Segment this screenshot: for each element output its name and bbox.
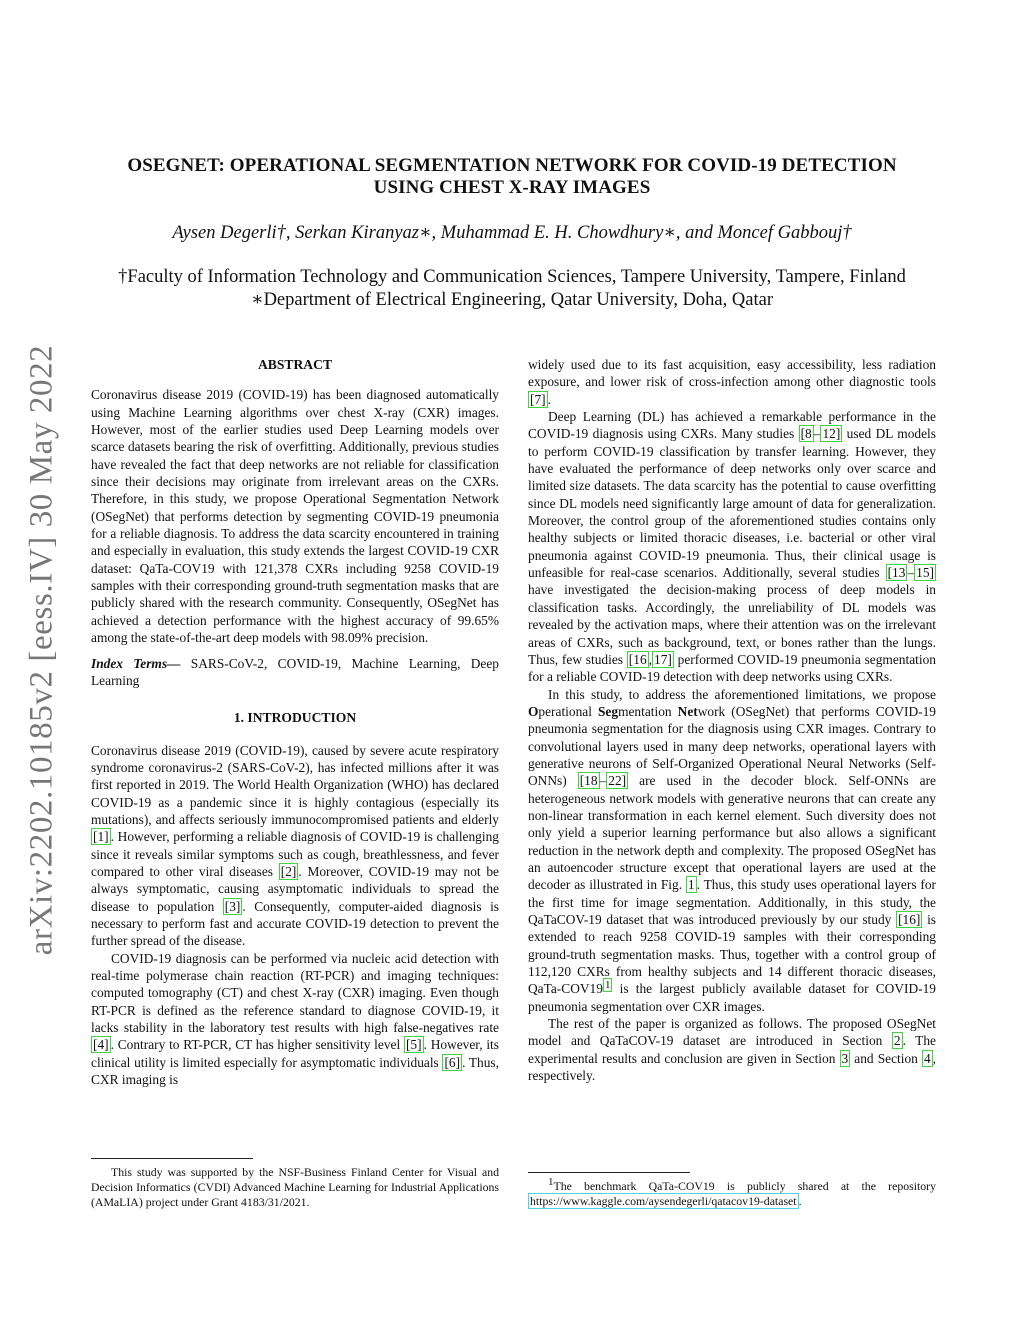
citation-link[interactable]: 12] [822,426,841,442]
dataset-url-link[interactable]: https://www.kaggle.com/aysendegerli/qatacov19-dataset [530,1194,797,1208]
footnote-divider [91,1158,253,1159]
intro-paragraph-6: The rest of the paper is organized as follows. The proposed OSegNet model and QaTaCOV-19 dataset are introduced in Section 2 . The experimental results and conclusion are given in Section 3 and Section 4 , respectively. [528,1016,936,1084]
dataset-footnote [528,1172,936,1209]
citation-link[interactable]: [5] [405,1037,422,1053]
citation-link[interactable]: [7] [530,391,546,407]
citation-link[interactable]: [6] [444,1054,461,1070]
title-line-1: OSEGNET: OPERATIONAL SEGMENTATION NETWORK FOR COVID-19 DETECTION [127,155,897,176]
citation-link[interactable]: [18 [579,773,598,789]
abstract-heading: ABSTRACT [257,357,333,372]
intro-paragraph-3: widely used due to its fast acquisition, easy accessibility, less radiation exposure, and lower risk of cross-infection among other diagnostic tools [7] . [528,357,936,407]
index-terms-list: SARS-CoV-2, COVID-19, Machine Learning, Deep Learning [91,655,499,688]
intro-paragraph-4: Deep Learning (DL) has achieved a remarkable performance in the COVID-19 diagnosis using CXRs. Many studies [8 – 12] used DL models to perform COVID-19 classification by transfer learning. However, they have evaluated the performance of deep networks only over scarce and limited size datasets. The data scarcity has the potential to cause overfitting since DL models need significantly large amount of data for generalization. Moreover, the control group of the aforementioned studies contains only healthy subjects or limited thoracic diseases, i.e. bacterial or other viral pneumonia against COVID-19 pneumonia. Thus, their clinical usage is unfeasible for real-case scenarios. Additionally, several studies [13 – 15] have investigated the decision-making process of deep models in classification tasks. Accordingly, the unreliability of DL models was revealed by the activation maps, where their attention was on the irrelevant areas of CXRs, such as background, text, or bones rather than the lungs. Thus, few studies [16 , 17] performed COVID-19 pneumonia segmentation for a reliable COVID-19 detection with deep networks using CXRs. [528,409,936,685]
citation-link[interactable]: [2] [280,863,297,879]
citation-link[interactable]: 22] [608,773,627,789]
section-link[interactable]: 4 [923,1050,931,1066]
citation-link[interactable]: [16 [628,651,647,667]
citation-link[interactable]: [1] [93,829,109,845]
intro-paragraph-1: Coronavirus disease 2019 (COVID-19), caused by severe acute respiratory syndrome coronavirus-2 (SARS-CoV-2), has infected millions after it was first reported in 2019. The World Health Organization (WHO) has declared COVID-19 as a pandemic since it is highly contagious (especially its mutations), and affects seriously immunocompromised patients and elderly [1] . However, performing a reliable diagnosis of COVID-19 is challenging since it reveals similar symptoms such as cough, breathlessness, and fever compared to other viral diseases [2] . Moreover, COVID-19 may not be always symptomatic, causing asymptomatic individuals to spread the disease to population [3] . Consequently, computer-aided diagnosis is necessary to perform fast and accurate COVID-19 detection to prevent the further spread of the disease. [91,742,499,949]
citation-link[interactable]: 15] [916,565,934,581]
funding-footnote-text: This study was supported by the NSF-Business Finland Center for Visual and Decision Informatics (CVDI) Advanced Machine Learning for Industrial Applications (AMaLIA) project under Grant 4183/31/2021. [91,1165,499,1209]
introduction-heading: 1. INTRODUCTION [233,710,357,726]
citation-link[interactable]: 17] [654,651,672,667]
intro-paragraph-2: COVID-19 diagnosis can be performed via nucleic acid detection with real-time polymerase chain reaction (RT-PCR) and imaging techniques: computed tomography (CT) and chest X-ray (CXR) imaging. Even though RT-PCR is defined as the reference standard to diagnose COVID-19, it lacks stability in the laboratory test results with high false-negatives rate [4] . Contrary to RT-PCR, CT has higher sensitivity level [5] . However, its clinical utility is limited especially for asymptomatic individuals [6] . Thus, CXR imaging is [91,950,499,1088]
footnote-link[interactable]: 1 [604,978,611,991]
affiliations [60,266,964,312]
right-column [528,356,936,1084]
citation-link[interactable]: [13 [887,565,906,581]
figure-link[interactable]: 1 [687,877,695,893]
dataset-footnote-text: $^1$The benchmark QaTa-COV19 is publicly shared at the repository https://www.kaggle.com/aysendegerli/qatacov19-dataset . [530,1176,936,1208]
paper-title [90,155,934,199]
citation-link[interactable]: [3] [224,898,241,914]
footnote-mark: 1 [548,1176,554,1189]
intro-paragraph-5: In this study, to address the aforementioned limitations, we propose Operational Segmentation Network (OSegNet) that performs COVID-19 pneumonia segmentation for the diagnosis using CXR images. Contrary to convolutional layers used in many deep networks, operational layers with generative neurons of Self-Organized Operational Neural Networks (Self-ONNs) [18 – 22] are used in the decoder block. Self-ONNs are heterogeneous network models with generative neurons that can create any non-linear transformation in each kernel element. Such diversity does not only yield a superior learning performance but also allows a significant reduction in the network depth and complexity. The proposed OSegNet has an autoencoder structure except that operational layers are used at the decoder as illustrated in Fig. 1 . Thus, this study uses operational layers for the first time for image segmentation. Additionally, in this study, the QaTaCOV-19 dataset that was introduced previously by our study [16] is extended to reach 9258 COVID-19 samples with their corresponding ground-truth segmentation masks. Thus, together with a control group of 112,120 CXRs from healthy subjects and 14 different thoracic diseases, QaTa-COV19 $^1$ is the largest publicly available dataset for COVID-19 pneumonia segmentation over CXR images. [528,686,936,1014]
author-list: Aysen Degerli†, Serkan Kiranyaz∗, Muhammad E. H. Chowdhury∗, and Moncef Gabbouj† [172,223,852,243]
affiliation-tampere: †Faculty of Information Technology and Communication Sciences, Tampere University, Tampere, Finland [118,267,906,287]
left-column [91,356,499,1088]
section-link[interactable]: 3 [841,1050,849,1066]
affiliation-qatar: ∗Department of Electrical Engineering, Qatar University, Doha, Qatar [251,290,773,310]
abstract-text: Coronavirus disease 2019 (COVID-19) has been diagnosed automatically using Machine Learning algorithms over chest X-ray (CXR) images. However, most of the earlier studies used Deep Learning models over scarce datasets bearing the risk of overfitting. Additionally, previous studies have revealed the fact that deep networks are not reliable for classification since their decisions may originate from irrelevant areas on the CXRs. Therefore, in this study, we propose Operational Segmentation Network (OSegNet) that performs detection by segmenting COVID-19 pneumonia for a reliable diagnosis. To address the data scarcity encountered in training and especially in evaluation, this study extends the largest COVID-19 CXR dataset: QaTa-COV19 with 121,378 CXRs including 9258 COVID-19 samples with their corresponding ground-truth segmentation masks that are publicly shared with the research community. Consequently, OSegNet has achieved a detection performance with the highest accuracy of 99.65% among the state-of-the-art deep models with 98.09% precision. [91,387,499,646]
title-line-2: USING CHEST X-RAY IMAGES [373,177,651,198]
index-terms [91,655,499,690]
footnote-divider [528,1172,690,1173]
citation-link[interactable]: [8 [800,426,812,442]
index-terms-label: Index Terms— [91,655,181,671]
citation-link[interactable]: [4] [93,1037,109,1053]
arxiv-identifier: arXiv:2202.10185v2 [eess.IV] 30 May 2022 [23,344,60,956]
section-link[interactable]: 2 [893,1033,901,1049]
citation-link[interactable]: [16] [898,912,921,927]
funding-footnote [91,1158,499,1210]
